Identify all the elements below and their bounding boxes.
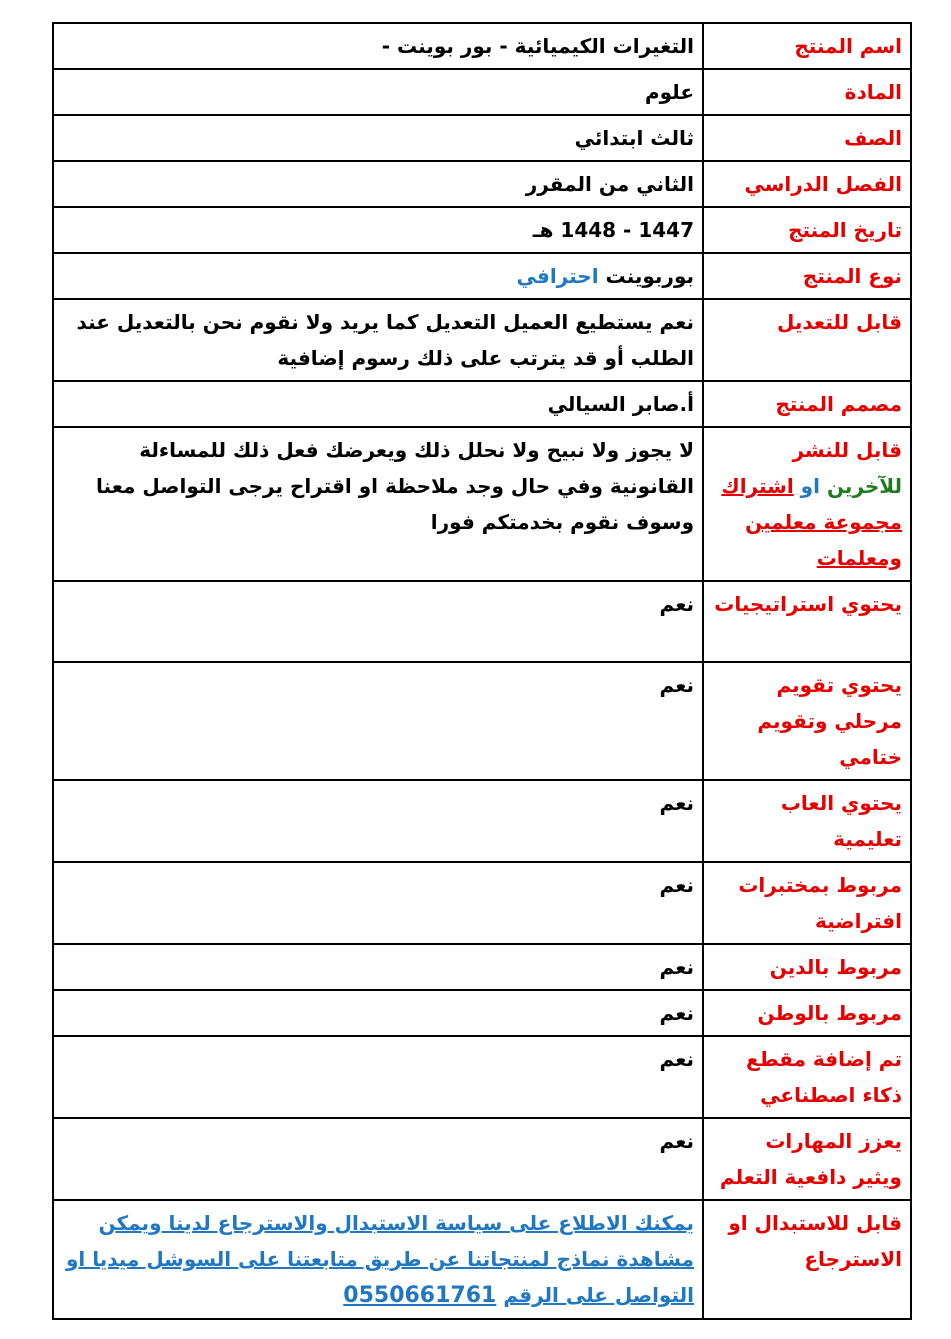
table-row xyxy=(53,581,911,662)
product-name-label: اسم المنتج xyxy=(703,23,911,69)
subject-label: المادة xyxy=(703,69,911,115)
subject-value: علوم xyxy=(53,69,703,115)
semester-label: الفصل الدراسي xyxy=(703,161,911,207)
table-row xyxy=(53,1118,911,1200)
shareable-label-part4: اشتراك مجموعة معلمين ومعلمات xyxy=(721,474,902,570)
labs-label: مربوط بمختبرات افتراضية xyxy=(703,862,911,944)
table-row xyxy=(53,115,911,161)
designer-value: أ.صابر السيالي xyxy=(53,381,703,427)
product-info-table xyxy=(52,22,912,1320)
ai-label: تم إضافة مقطع ذكاء اصطناعي xyxy=(703,1036,911,1118)
ai-value: نعم xyxy=(53,1036,703,1118)
editable-label: قابل للتعديل xyxy=(703,299,911,381)
table-row xyxy=(53,253,911,299)
type-label: نوع المنتج xyxy=(703,253,911,299)
assessment-label: يحتوي تقويم مرحلي وتقويم ختامي xyxy=(703,662,911,780)
semester-value: الثاني من المقرر xyxy=(53,161,703,207)
assessment-value: نعم xyxy=(53,662,703,780)
table-row xyxy=(53,944,911,990)
type-value xyxy=(53,253,703,299)
designer-label: مصمم المنتج xyxy=(703,381,911,427)
date-label: تاريخ المنتج xyxy=(703,207,911,253)
table-row xyxy=(53,1036,911,1118)
exchange-label: قابل للاستبدال او الاسترجاع xyxy=(703,1200,911,1319)
phone-number-link[interactable]: 0550661761 xyxy=(343,1283,497,1308)
table-row xyxy=(53,862,911,944)
shareable-value: لا يجوز ولا نبيح ولا نحلل ذلك ويعرضك فعل ذلك للمساءلة القانونية وفي حال وجد ملاحظة او اقتراح يرجى التواصل معنا وسوف نقوم بخدمتكم فورا xyxy=(53,427,703,581)
table-row xyxy=(53,23,911,69)
table-row xyxy=(53,662,911,780)
skills-label: يعزز المهارات ويثير دافعية التعلم xyxy=(703,1118,911,1200)
editable-value: نعم يستطيع العميل التعديل كما يريد ولا نقوم نحن بالتعديل عند الطلب أو قد يترتب على ذلك رسوم إضافية xyxy=(53,299,703,381)
date-value: 1447 - 1448 هـ xyxy=(53,207,703,253)
games-label: يحتوي العاب تعليمية xyxy=(703,780,911,862)
grade-label: الصف xyxy=(703,115,911,161)
table-row xyxy=(53,427,911,581)
strategies-value: نعم xyxy=(53,581,703,662)
product-name-value: التغيرات الكيميائية - بور بوينت - xyxy=(53,23,703,69)
skills-value: نعم xyxy=(53,1118,703,1200)
shareable-label-part3: او xyxy=(800,474,820,498)
grade-value: ثالث ابتدائي xyxy=(53,115,703,161)
table-row xyxy=(53,161,911,207)
games-value: نعم xyxy=(53,780,703,862)
exchange-policy-link[interactable]: يمكنك الاطلاع على سياسة الاستبدال والاسترجاع لدينا ويمكن مشاهدة نماذج لمنتجاتنا عن طريق متابعتنا على السوشل ميديا او التواصل على الرقم xyxy=(65,1211,694,1307)
strategies-label: يحتوي استراتيجيات xyxy=(703,581,911,662)
type-value-main: بوربوينت xyxy=(605,264,694,288)
homeland-value: نعم xyxy=(53,990,703,1036)
type-value-accent: احترافي xyxy=(516,264,599,288)
shareable-label-part2: للآخرين xyxy=(826,474,902,498)
table-row xyxy=(53,1200,911,1319)
homeland-label: مربوط بالوطن xyxy=(703,990,911,1036)
table-row xyxy=(53,381,911,427)
table-row xyxy=(53,990,911,1036)
exchange-value xyxy=(53,1200,703,1319)
table-row xyxy=(53,780,911,862)
table-row xyxy=(53,299,911,381)
religion-label: مربوط بالدين xyxy=(703,944,911,990)
labs-value: نعم xyxy=(53,862,703,944)
table-row xyxy=(53,69,911,115)
table-row xyxy=(53,207,911,253)
shareable-label xyxy=(703,427,911,581)
shareable-label-part1: قابل للنشر xyxy=(792,438,902,462)
religion-value: نعم xyxy=(53,944,703,990)
